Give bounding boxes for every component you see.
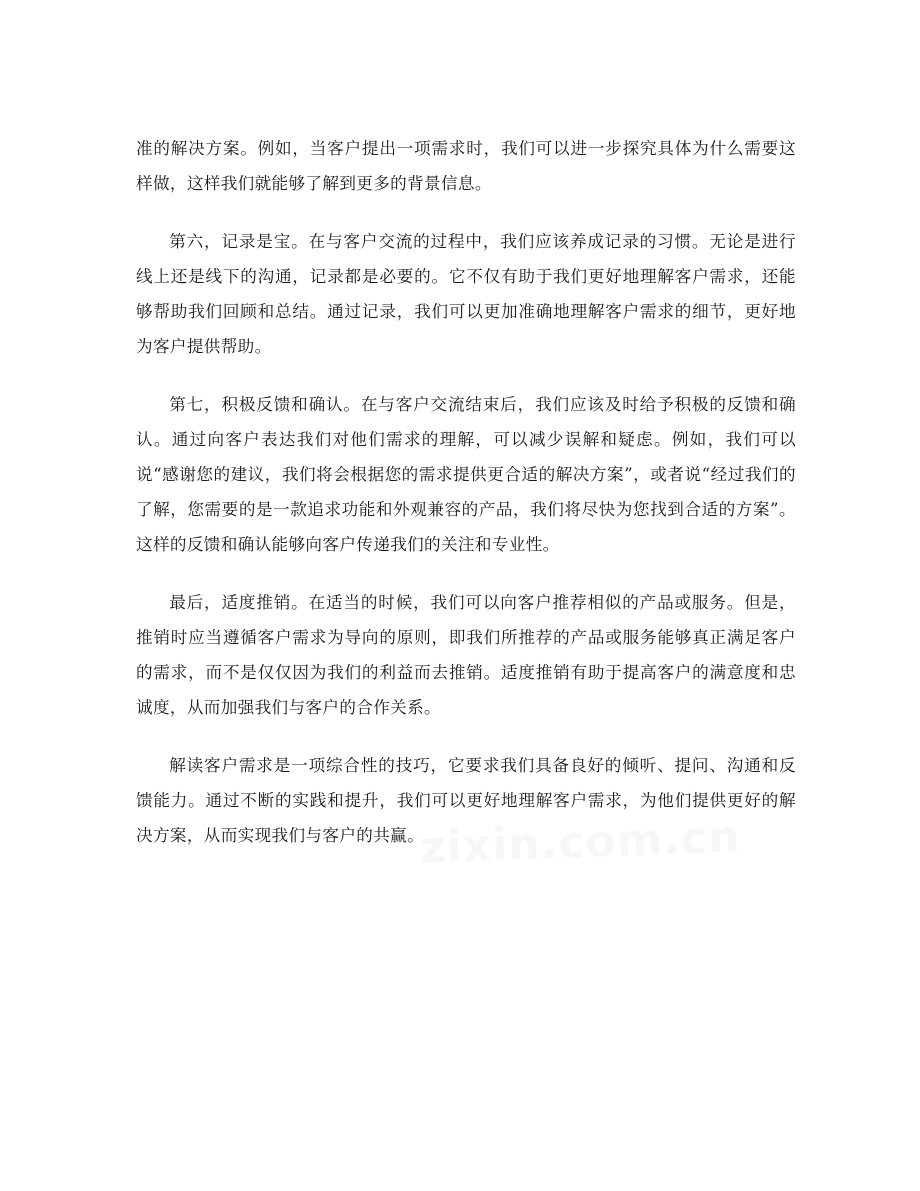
watermark: zixin.com.cn — [419, 811, 742, 874]
paragraph-record-keeping: 第六，记录是宝。在与客户交流的过程中，我们应该养成记录的习惯。无论是进行线上还是线下的沟通，记录都是必要的。它不仅有助于我们更好地理解客户需求，还能够帮助我们回顾和总结。通过记录，我们可以更加准确地理解客户需求的细节，更好地为客户提供帮助。 — [136, 232, 796, 356]
paragraph-continued: 准的解决方案。例如，当客户提出一项需求时，我们可以进一步探究具体为什么需要这样做，这样我们就能够了解到更多的背景信息。 — [136, 139, 796, 193]
document-body — [136, 131, 796, 876]
paragraph-moderate-selling: 最后，适度推销。在适当的时候，我们可以向客户推荐相似的产品或服务。但是，推销时应当遵循客户需求为导向的原则，即我们所推荐的产品或服务能够真正满足客户的需求，而不是仅仅因为我们的利益而去推销。适度推销有助于提高客户的满意度和忠诚度，从而加强我们与客户的合作关系。 — [136, 593, 796, 717]
paragraph-feedback-confirmation: 第七，积极反馈和确认。在与客户交流结束后，我们应该及时给予积极的反馈和确认。通过向客户表达我们对他们需求的理解，可以减少误解和疑虑。例如，我们可以说“感谢您的建议，我们将会根据您的需求提供更合适的解决方案”，或者说“经过我们的了解，您需要的是一款追求功能和外观兼容的产品，我们将尽快为您找到合适的方案”。这样的反馈和确认能够向客户传递我们的关注和专业性。 — [136, 395, 796, 554]
paragraph-conclusion: 解读客户需求是一项综合性的技巧，它要求我们具备良好的倾听、提问、沟通和反馈能力。通过不断的实践和提升，我们可以更好地理解客户需求，为他们提供更好的解决方案，从而实现我们与客户的共赢。 — [136, 756, 796, 845]
